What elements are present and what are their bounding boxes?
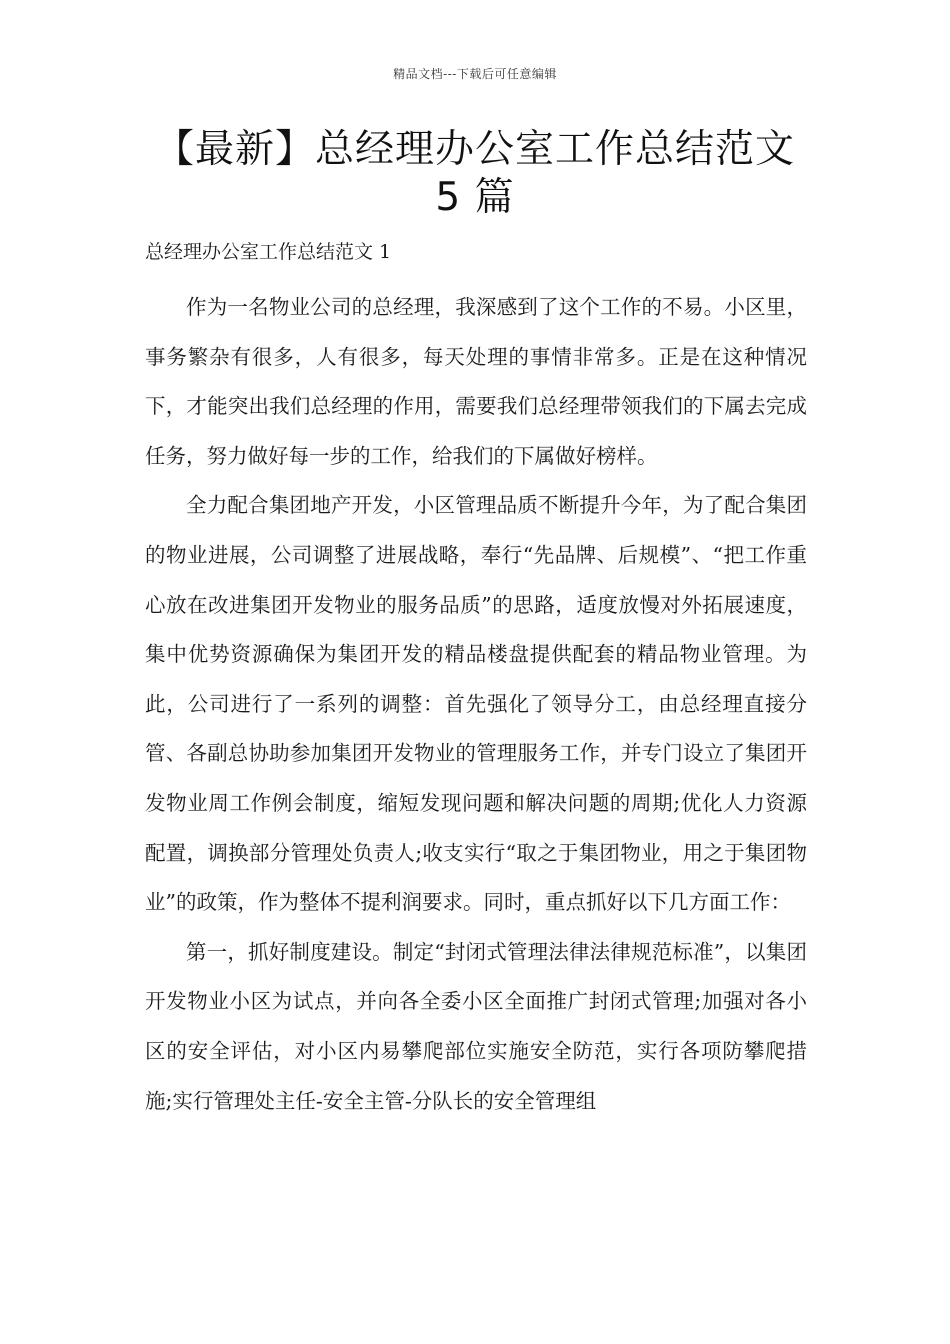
document-title: 【最新】总经理办公室工作总结范文 5 篇 xyxy=(154,127,795,220)
paragraph: 全力配合集团地产开发，小区管理品质不断提升今年，为了配合集团的物业进展，公司调整了进展战略，奉行“先品牌、后规模”、“把工作重心放在改进集团开发物业的服务品质”的思路，适度放慢对外拓展速度，集中优势资源确保为集团开发的精品楼盘提供配套的精品物业管理。为此，公司进行了一系列的调整：首先强化了领导分工，由总经理直接分管、各副总协助参加集团开发物业的管理服务工作，并专门设立了集团开发物业周工作例会制度，缩短发现问题和解决问题的周期;优化人力资源配置，调换部分管理处负责人;收支实行“取之于集团物业，用之于集团物业”的政策，作为整体不提利润要求。同时，重点抓好以下几方面工作： xyxy=(145,493,807,915)
paragraph: 第一，抓好制度建设。制定“封闭式管理法律法律规范标准”，以集团开发物业小区为试点，并向各全委小区全面推广封闭式管理;加强对各小区的安全评估，对小区内易攀爬部位实施安全防范，实行各项防攀爬措施;实行管理处主任-安全主管-分队长的安全管理组 xyxy=(145,939,807,1113)
page-header-note: 精品文档---下载后可任意编辑 xyxy=(393,67,557,81)
section-heading: 总经理办公室工作总结范文 1 xyxy=(145,241,392,263)
paragraph: 作为一名物业公司的总经理，我深感到了这个工作的不易。小区里，事务繁杂有很多，人有很多，每天处理的事情非常多。正是在这种情况下，才能突出我们总经理的作用，需要我们总经理带领我们的下属去完成任务，努力做好每一步的工作，给我们的下属做好榜样。 xyxy=(145,295,807,468)
document-body xyxy=(145,283,807,1126)
